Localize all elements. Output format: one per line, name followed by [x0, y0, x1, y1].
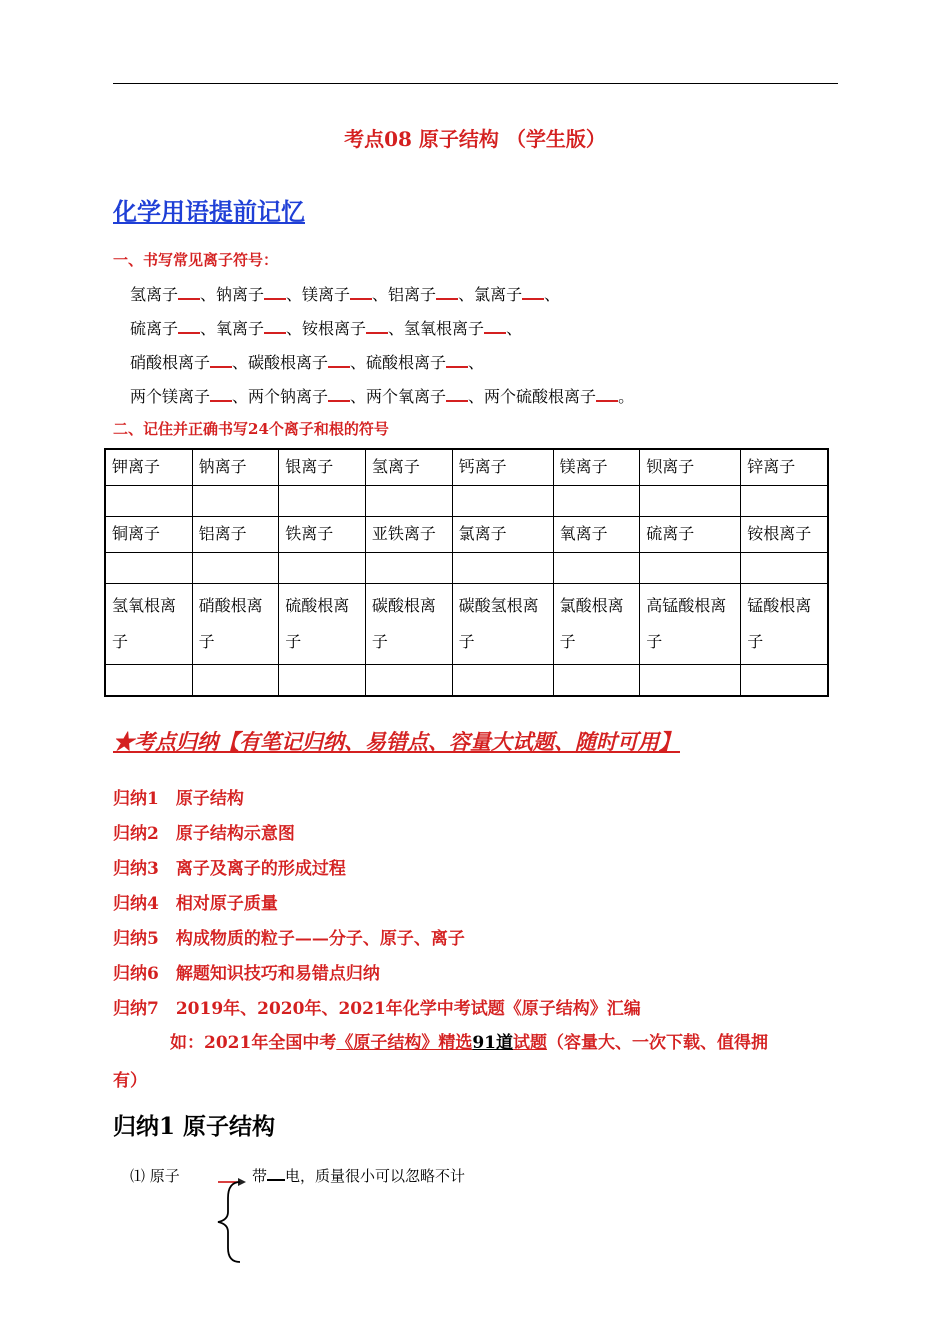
answer-blank[interactable] — [210, 352, 232, 368]
ion-name: 、硫酸根离子 — [350, 353, 447, 372]
atom-note — [252, 1165, 465, 1186]
fill-line — [130, 316, 522, 339]
answer-blank[interactable] — [446, 386, 468, 402]
charge-blank[interactable] — [267, 1165, 285, 1181]
answer-cell[interactable] — [365, 486, 452, 517]
answer-blank[interactable] — [446, 352, 468, 368]
answer-cell[interactable] — [640, 665, 741, 697]
summary-heading: ★考点归纳【有笔记归纳、易错点、容量大试题、随时可用】 — [113, 729, 680, 754]
promo-link-title[interactable]: 《原子结构》精选 — [336, 1033, 473, 1053]
table-cell: 亚铁离子 — [365, 517, 452, 553]
answer-cell[interactable] — [452, 665, 553, 697]
page-title: 考点08 原子结构 （学生版） — [344, 127, 606, 151]
table-cell: 高锰酸根离子 — [640, 584, 741, 665]
answer-blank[interactable] — [366, 318, 388, 334]
ion-name: 、氢氧根离子 — [388, 319, 485, 338]
answer-cell[interactable] — [365, 665, 452, 697]
ion-name: 、两个钠离子 — [232, 387, 329, 406]
answer-cell[interactable] — [640, 486, 741, 517]
answer-row — [105, 553, 828, 584]
table-cell: 硝酸根离子 — [192, 584, 279, 665]
answer-row — [105, 665, 828, 697]
ion-name: 、两个氧离子 — [350, 387, 447, 406]
ion-name: 、氯离子 — [458, 285, 523, 304]
answer-cell[interactable] — [741, 486, 828, 517]
table-cell: 钙离子 — [452, 449, 553, 486]
table-cell: 锰酸根离子 — [741, 584, 828, 665]
section-heading: 归纳1 原子结构 — [113, 1113, 276, 1140]
summary-item[interactable]: 归纳5 构成物质的粒子——分子、原子、离子 — [113, 929, 465, 949]
atom-note-prefix: 带 — [252, 1167, 268, 1185]
answer-cell[interactable] — [192, 486, 279, 517]
answer-blank[interactable] — [178, 284, 200, 300]
section1-label: 一、书写常见离子符号： — [113, 251, 279, 269]
ion-name: 硫离子 — [130, 319, 179, 338]
ion-name: 、 — [506, 319, 523, 338]
answer-cell[interactable] — [741, 553, 828, 584]
ion-name: 、两个硫酸根离子 — [468, 387, 597, 406]
answer-cell[interactable] — [553, 486, 640, 517]
answer-cell[interactable] — [105, 486, 192, 517]
section2-label: 二、记住并正确书写24个离子和根的符号 — [113, 420, 389, 438]
answer-blank[interactable] — [328, 352, 350, 368]
answer-blank[interactable] — [522, 284, 544, 300]
answer-blank[interactable] — [328, 386, 350, 402]
table-row — [105, 584, 828, 665]
fill-line — [130, 350, 484, 373]
table-cell: 铁离子 — [279, 517, 366, 553]
table-cell: 氢离子 — [365, 449, 452, 486]
ion-name: 、镁离子 — [286, 285, 351, 304]
atom-label: ⑴ 原子 — [130, 1167, 180, 1185]
fill-line — [130, 384, 634, 407]
answer-row — [105, 486, 828, 517]
answer-cell[interactable] — [553, 665, 640, 697]
ion-name: 。 — [618, 387, 635, 406]
table-cell: 硫离子 — [640, 517, 741, 553]
atom-note-suffix: 电，质量很小可以忽略不计 — [285, 1167, 466, 1185]
answer-blank[interactable] — [210, 386, 232, 402]
answer-cell[interactable] — [105, 553, 192, 584]
answer-cell[interactable] — [553, 553, 640, 584]
brace-arrow — [210, 1168, 250, 1268]
answer-cell[interactable] — [452, 553, 553, 584]
table-row — [105, 517, 828, 553]
table-cell: 镁离子 — [553, 449, 640, 486]
table-cell: 钠离子 — [192, 449, 279, 486]
answer-cell[interactable] — [741, 665, 828, 697]
ion-name: 、 — [468, 353, 485, 372]
table-cell: 氯酸根离子 — [553, 584, 640, 665]
promo-count: 91道 — [472, 1033, 513, 1053]
table-cell: 钡离子 — [640, 449, 741, 486]
answer-cell[interactable] — [279, 486, 366, 517]
table-cell: 铵根离子 — [741, 517, 828, 553]
answer-blank[interactable] — [178, 318, 200, 334]
answer-cell[interactable] — [279, 553, 366, 584]
table-cell: 铝离子 — [192, 517, 279, 553]
ion-name: 、碳酸根离子 — [232, 353, 329, 372]
fill-line — [130, 282, 560, 305]
promo-suffix: （容量大、一次下载、值得拥 — [547, 1033, 768, 1053]
table-cell: 氯离子 — [452, 517, 553, 553]
answer-cell[interactable] — [105, 665, 192, 697]
ion-name: 、氧离子 — [200, 319, 265, 338]
table-cell: 氢氧根离子 — [105, 584, 192, 665]
summary-item[interactable]: 归纳4 相对原子质量 — [113, 894, 278, 914]
table-row — [105, 449, 828, 486]
memory-heading: 化学用语提前记忆 — [113, 197, 305, 226]
promo-line2: 有） — [113, 1071, 147, 1091]
answer-cell[interactable] — [640, 553, 741, 584]
ion-name: 、 — [544, 285, 561, 304]
promo-prefix: 如：2021年全国中考 — [170, 1033, 337, 1053]
answer-cell[interactable] — [192, 553, 279, 584]
answer-blank[interactable] — [596, 386, 618, 402]
table-cell: 碳酸根离子 — [365, 584, 452, 665]
summary-item[interactable]: 归纳3 离子及离子的形成过程 — [113, 859, 346, 879]
answer-blank[interactable] — [350, 284, 372, 300]
summary-item[interactable]: 归纳1 原子结构 — [113, 789, 244, 809]
ion-name: 硝酸根离子 — [130, 353, 211, 372]
ion-table — [104, 448, 829, 697]
answer-blank[interactable] — [264, 284, 286, 300]
table-cell: 氧离子 — [553, 517, 640, 553]
summary-item[interactable]: 归纳7 2019年、2020年、2021年化学中考试题《原子结构》汇编 — [113, 999, 641, 1019]
table-cell: 锌离子 — [741, 449, 828, 486]
table-cell: 碳酸氢根离子 — [452, 584, 553, 665]
answer-blank[interactable] — [436, 284, 458, 300]
ion-name: 氢离子 — [130, 285, 179, 304]
answer-cell[interactable] — [365, 553, 452, 584]
answer-cell[interactable] — [279, 665, 366, 697]
summary-item[interactable]: 归纳2 原子结构示意图 — [113, 824, 295, 844]
answer-blank[interactable] — [264, 318, 286, 334]
ion-name: 、铝离子 — [372, 285, 437, 304]
summary-item[interactable]: 归纳6 解题知识技巧和易错点归纳 — [113, 964, 380, 984]
ion-name: 、钠离子 — [200, 285, 265, 304]
table-cell: 硫酸根离子 — [279, 584, 366, 665]
promo-line — [170, 1028, 838, 1053]
table-cell: 银离子 — [279, 449, 366, 486]
answer-cell[interactable] — [452, 486, 553, 517]
header-rule — [113, 83, 838, 84]
answer-cell[interactable] — [192, 665, 279, 697]
table-cell: 钾离子 — [105, 449, 192, 486]
answer-blank[interactable] — [484, 318, 506, 334]
ion-name: 两个镁离子 — [130, 387, 211, 406]
table-cell: 铜离子 — [105, 517, 192, 553]
promo-link-tests[interactable]: 试题 — [513, 1033, 547, 1053]
ion-name: 、铵根离子 — [286, 319, 367, 338]
